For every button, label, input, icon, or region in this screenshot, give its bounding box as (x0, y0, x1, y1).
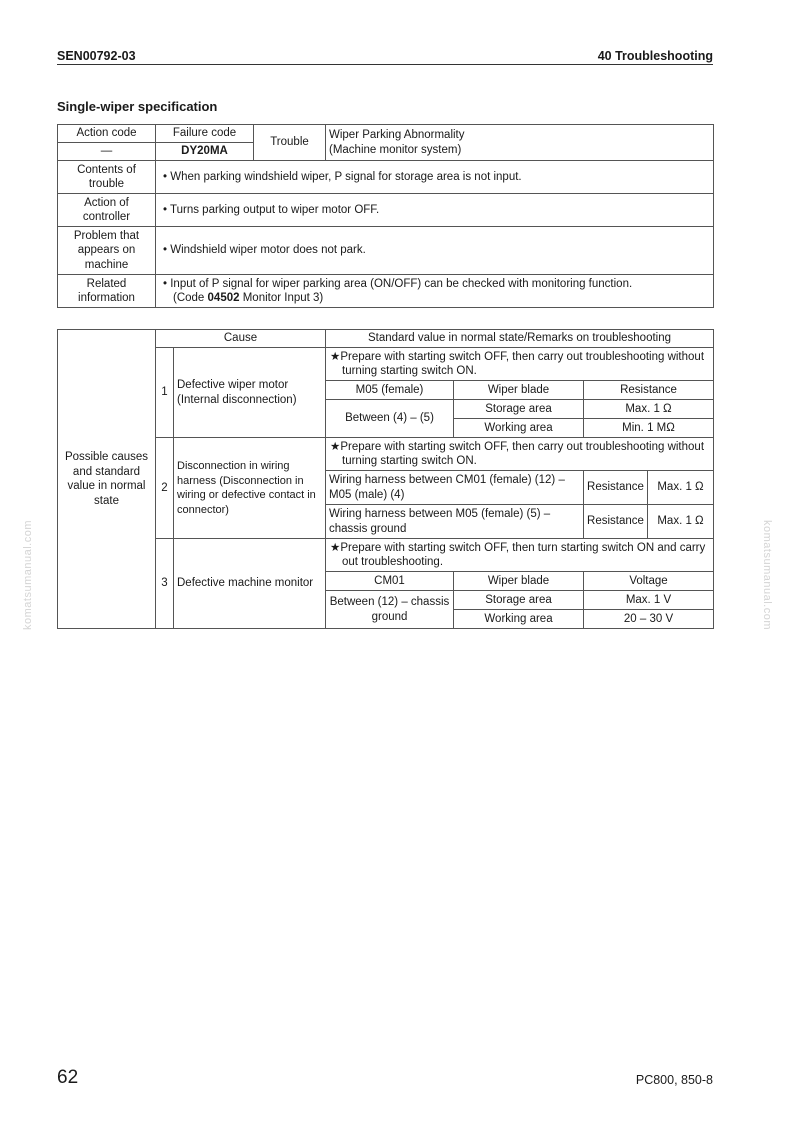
cause-2-harness-1-label: Resistance (584, 471, 648, 505)
contents-value: • When parking windshield wiper, P signal for storage area is not input. (156, 161, 714, 194)
cause-2-number: 2 (156, 438, 174, 539)
trouble-label: Trouble (254, 125, 326, 161)
cause-2-harness-1: Wiring harness between CM01 (female) (12) – M05 (male) (4) (326, 471, 584, 505)
cause-1-working-value: Min. 1 MΩ (584, 419, 714, 438)
action-code-label: Action code (58, 125, 156, 143)
action-label: Action of controller (58, 194, 156, 227)
section-title: Single-wiper specification (57, 99, 218, 114)
cause-2-harness-2: Wiring harness between M05 (female) (5) – chassis ground (326, 505, 584, 539)
cause-1-number: 1 (156, 348, 174, 438)
cause-3-number: 3 (156, 539, 174, 629)
cause-3-between: Between (12) – chassis ground (326, 591, 454, 629)
cause-3-name: Defective machine monitor (174, 539, 326, 629)
cause-3-value-header: Voltage (584, 572, 714, 591)
cause-3-working-value: 20 – 30 V (584, 610, 714, 629)
cause-1-storage-value: Max. 1 Ω (584, 400, 714, 419)
cause-1-note: ★Prepare with starting switch OFF, then carry out troubleshooting without turning starting switch ON. (326, 348, 714, 381)
contents-label: Contents of trouble (58, 161, 156, 194)
cause-1-between: Between (4) – (5) (326, 400, 454, 438)
possible-causes-label: Possible causes and standard value in normal state (58, 330, 156, 629)
cause-3-storage-area: Storage area (454, 591, 584, 610)
monitoring-code: 04502 (207, 292, 240, 304)
problem-label: Problem that appears on machine (58, 227, 156, 275)
causes-table (57, 329, 714, 629)
cause-2-harness-2-value: Max. 1 Ω (648, 505, 714, 539)
cause-3-storage-value: Max. 1 V (584, 591, 714, 610)
action-code-value: — (58, 143, 156, 161)
cause-2-note: ★Prepare with starting switch OFF, then carry out troubleshooting without turning starting switch ON. (326, 438, 714, 471)
related-label: Related information (58, 275, 156, 308)
page-number: 62 (57, 1067, 79, 1088)
document-code: SEN00792-03 (57, 49, 136, 63)
machine-model: PC800, 850-8 (635, 1073, 713, 1087)
cause-2-name: Disconnection in wiring harness (Disconnection in wiring or defective contact in connector) (174, 438, 326, 539)
cause-3-working-area: Working area (454, 610, 584, 629)
standard-column-header: Standard value in normal state/Remarks on troubleshooting (326, 330, 714, 348)
header-rule (57, 64, 713, 65)
cause-2-harness-2-label: Resistance (584, 505, 648, 539)
action-value: • Turns parking output to wiper motor OFF. (156, 194, 714, 227)
trouble-info-table (57, 124, 714, 308)
related-value: • Input of P signal for wiper parking area (ON/OFF) can be checked with monitoring function. (Code 04502 Monitor Input 3) (156, 275, 714, 308)
watermark-left: komatsumanual.com (22, 520, 34, 630)
cause-3-note: ★Prepare with starting switch OFF, then turn starting switch ON and carry out troubleshooting. (326, 539, 714, 572)
cause-1-value-header: Resistance (584, 381, 714, 400)
problem-value: • Windshield wiper motor does not park. (156, 227, 714, 275)
cause-3-blade-header: Wiper blade (454, 572, 584, 591)
cause-1-storage-area: Storage area (454, 400, 584, 419)
cause-column-header: Cause (156, 330, 326, 348)
cause-2-harness-1-value: Max. 1 Ω (648, 471, 714, 505)
failure-code-value: DY20MA (156, 143, 254, 161)
cause-1-name: Defective wiper motor (Internal disconnection) (174, 348, 326, 438)
chapter-title: 40 Troubleshooting (597, 49, 713, 63)
cause-3-connector-header: CM01 (326, 572, 454, 591)
failure-code-label: Failure code (156, 125, 254, 143)
cause-1-blade-header: Wiper blade (454, 381, 584, 400)
cause-1-connector-header: M05 (female) (326, 381, 454, 400)
trouble-description: Wiper Parking Abnormality (Machine monitor system) (326, 125, 714, 161)
cause-1-working-area: Working area (454, 419, 584, 438)
page-header (57, 49, 713, 65)
watermark-right: komatsumanual.com (761, 520, 773, 630)
